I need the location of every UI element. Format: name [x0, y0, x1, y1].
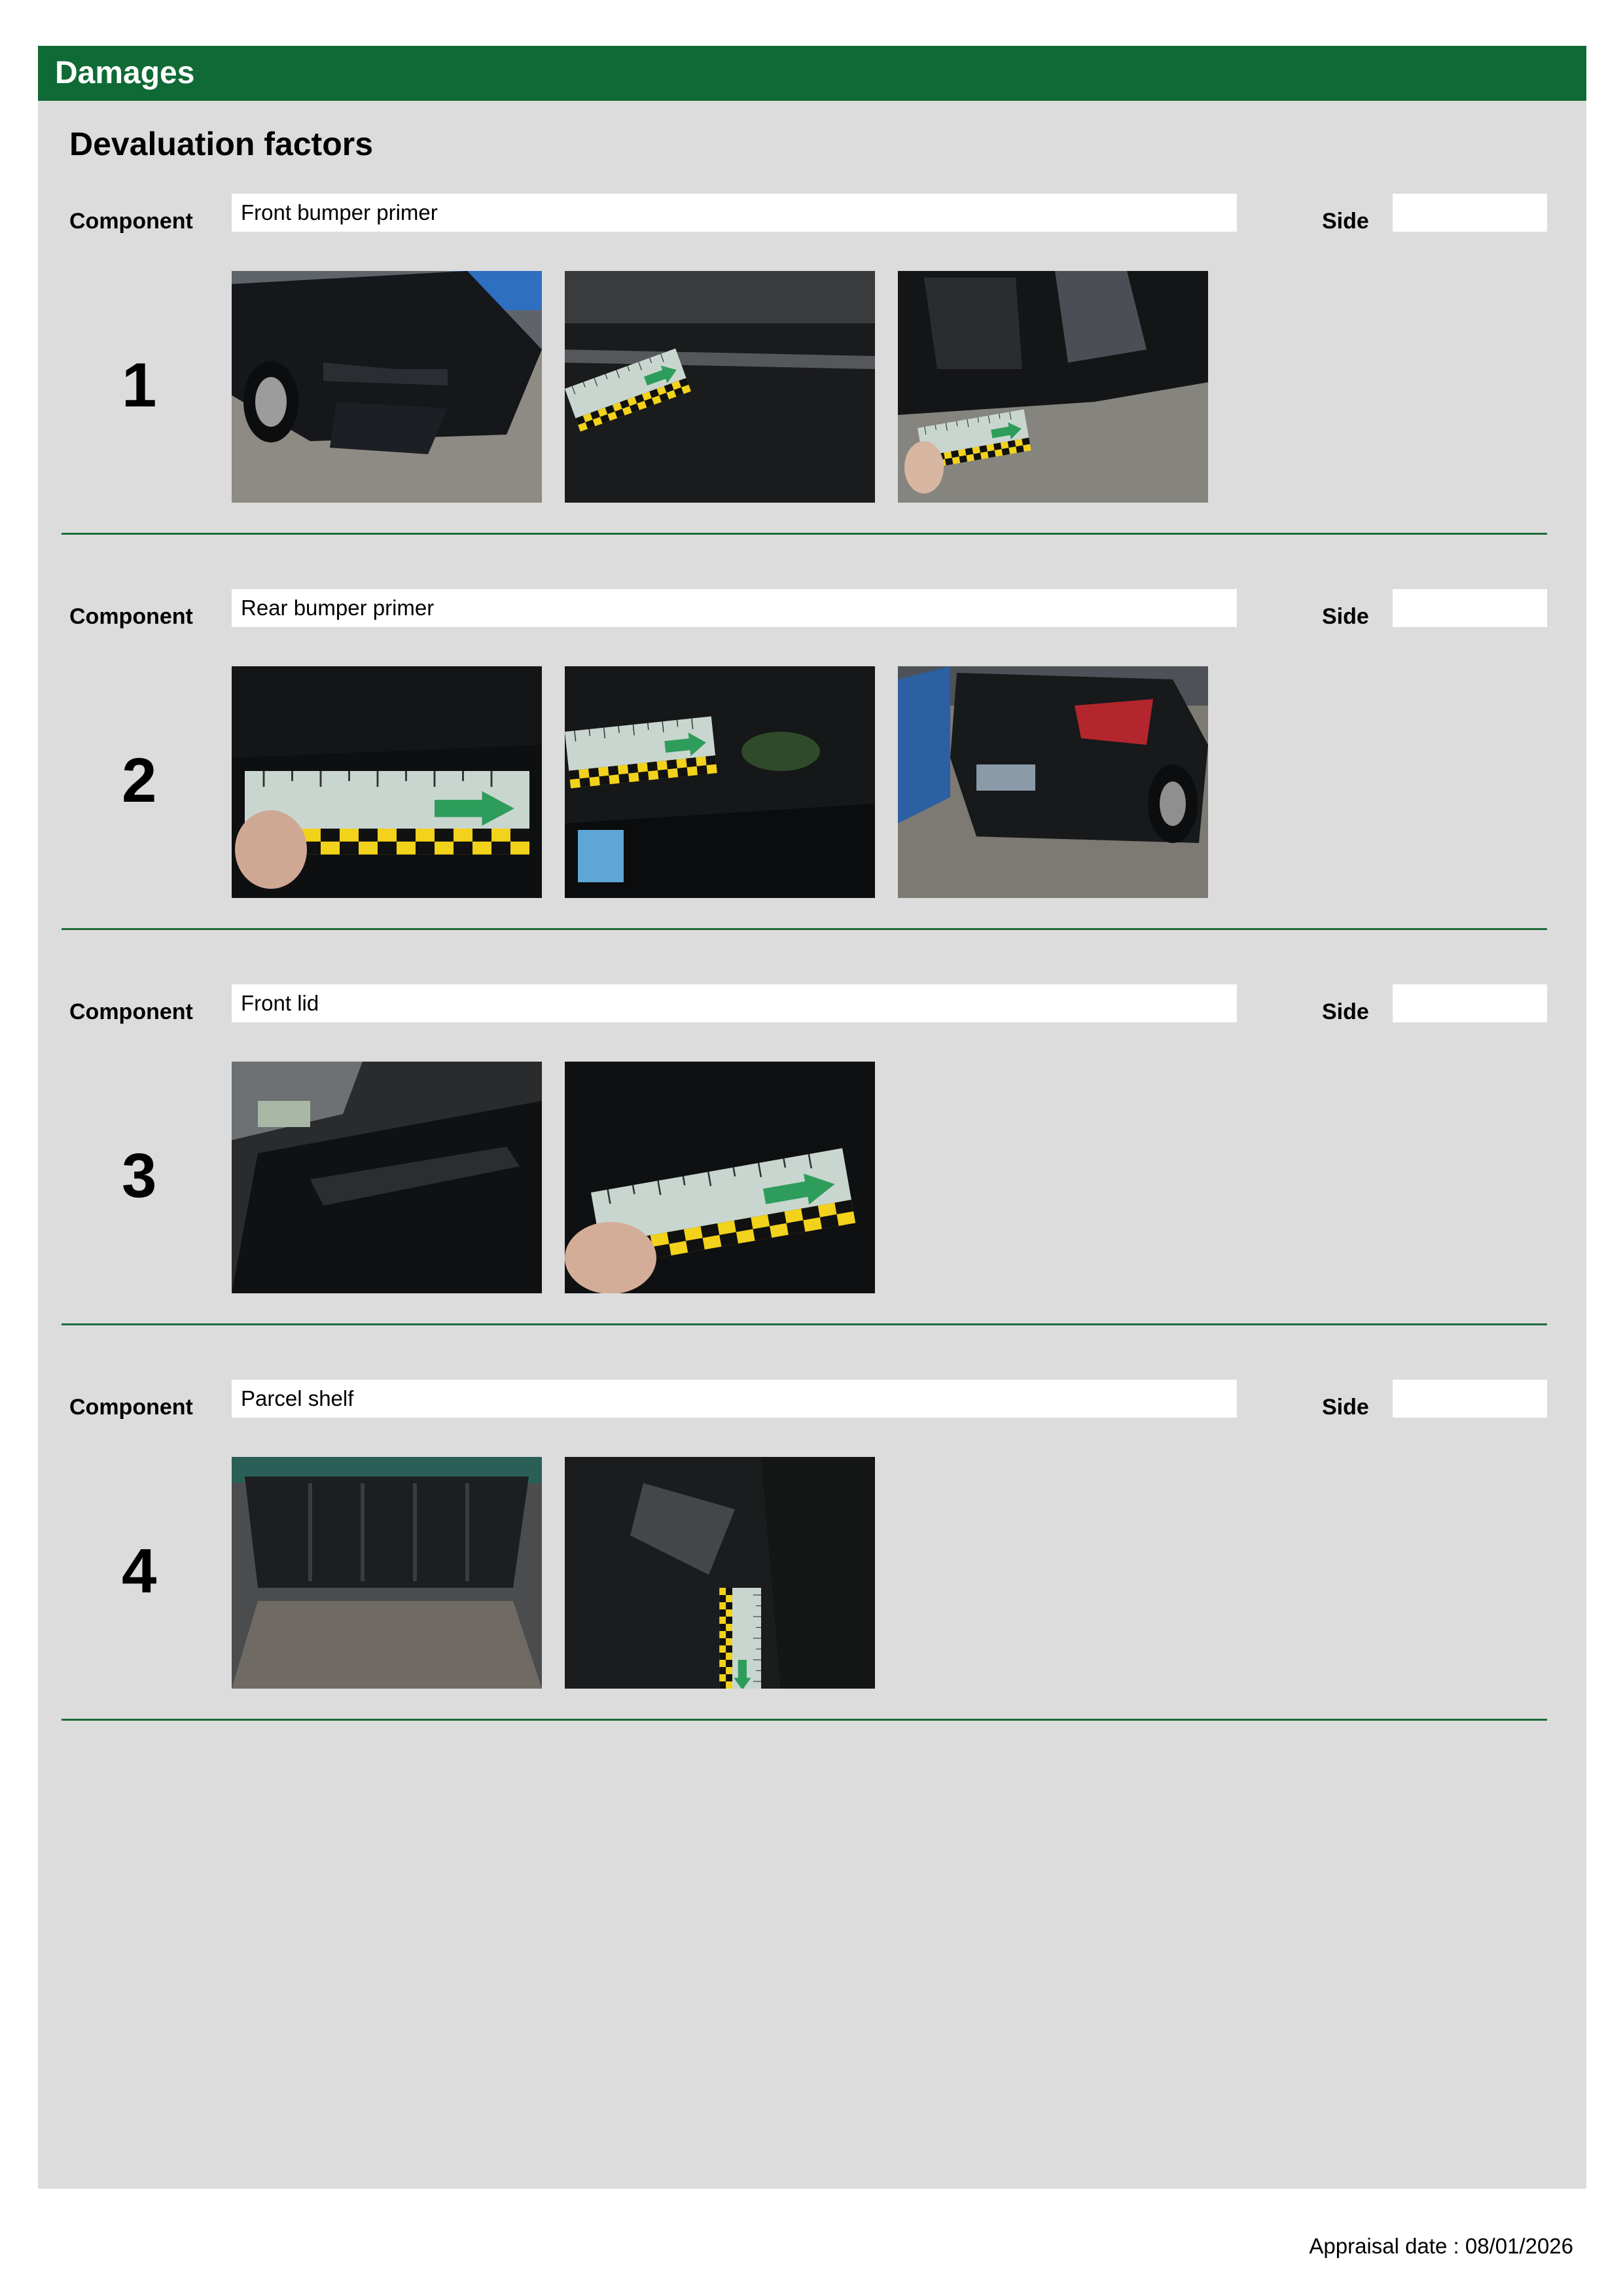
side-label: Side: [1322, 604, 1369, 629]
front-grille-ruler-photo: [898, 271, 1208, 503]
section-header: [38, 46, 1586, 101]
header-title: Damages: [55, 56, 195, 90]
damage-number: 1: [122, 350, 157, 420]
damage-entry: [38, 891, 1586, 1287]
side-field: [1393, 194, 1547, 232]
appraisal-date: Appraisal date : 08/01/2026: [1309, 2234, 1573, 2258]
component-label: Component: [69, 604, 193, 629]
rear-bumper-ruler-photo: [565, 666, 875, 898]
side-label: Side: [1322, 999, 1369, 1024]
panel-subtitle: Devaluation factors: [69, 126, 374, 162]
side-field: [1393, 1380, 1547, 1418]
component-label: Component: [69, 209, 193, 234]
front-left-car-photo: [232, 271, 542, 503]
front-bumper-ruler-photo: [565, 271, 875, 503]
rear-bumper-ruler-closeup-photo: [232, 666, 542, 898]
section-divider: [62, 1719, 1547, 1721]
component-label: Component: [69, 1395, 193, 1420]
side-field: [1393, 984, 1547, 1022]
damage-number: 3: [122, 1141, 157, 1211]
damage-number: 2: [122, 745, 157, 816]
parcel-shelf-ruler-photo: [565, 1457, 875, 1689]
devaluation-panel: [38, 101, 1586, 2189]
side-label: Side: [1322, 209, 1369, 234]
side-label: Side: [1322, 1395, 1369, 1420]
component-field: Front lid: [232, 984, 1237, 1022]
front-lid-overview-photo: [232, 1062, 542, 1293]
component-label: Component: [69, 999, 193, 1024]
parcel-shelf-overview-photo: [232, 1457, 542, 1689]
side-field: [1393, 589, 1547, 627]
damage-number: 4: [122, 1536, 157, 1606]
component-field: Parcel shelf: [232, 1380, 1237, 1418]
damage-entry: [38, 1287, 1586, 1682]
damage-entry: [38, 101, 1586, 496]
damage-entry: [38, 496, 1586, 891]
component-field: Front bumper primer: [232, 194, 1237, 232]
rear-car-overview-photo: [898, 666, 1208, 898]
front-lid-ruler-photo: [565, 1062, 875, 1293]
component-field: Rear bumper primer: [232, 589, 1237, 627]
